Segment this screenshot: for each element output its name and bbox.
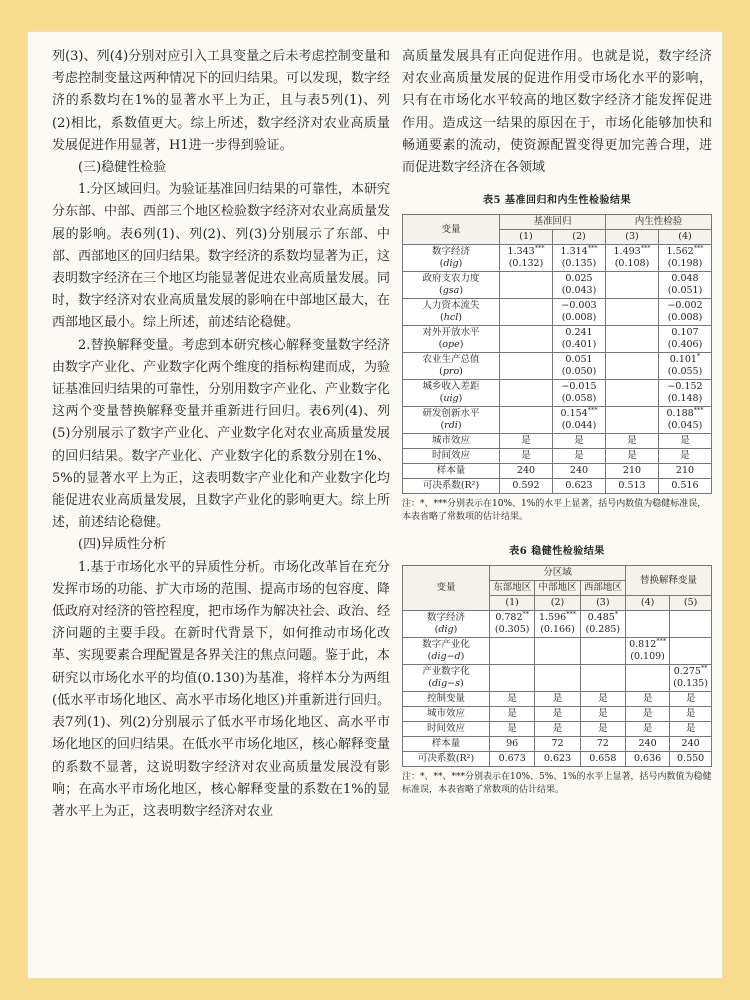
region-header: 西部地区	[580, 581, 625, 596]
table-row	[403, 638, 712, 665]
table-cell: 是	[606, 449, 659, 464]
table-cell: 240	[670, 737, 712, 752]
table6-header-group2: 替换解释变量	[625, 566, 711, 596]
coef-cell	[606, 245, 659, 272]
coef-cell	[553, 245, 606, 272]
coef-value: 0.275	[673, 666, 701, 678]
coef-cell	[625, 638, 669, 665]
table5-caption: 表5 基准回归和内生性检验结果	[483, 195, 631, 207]
table-row	[403, 326, 712, 353]
coef-cell	[535, 638, 580, 665]
coef-cell	[659, 407, 712, 434]
coef-cell	[500, 299, 553, 326]
significance-stars: ***	[566, 610, 576, 619]
column-number: (4)	[659, 230, 712, 245]
significance-stars: ***	[587, 244, 598, 253]
section-heading: (四)异质性分析	[78, 537, 167, 553]
region-header: 中部地区	[535, 581, 580, 596]
variable-label: 控制变量	[403, 692, 490, 707]
significance-stars: **	[522, 610, 530, 619]
significance-stars: ***	[656, 637, 667, 646]
variable-label: 农业生产总值 (pro)	[403, 353, 500, 380]
table-cell: 0.592	[500, 479, 553, 494]
standard-error: (0.401)	[561, 339, 597, 351]
table-cell: 是	[535, 707, 580, 722]
variable-label: 城市效应	[403, 707, 490, 722]
coef-cell	[670, 611, 712, 638]
significance-stars: ***	[587, 406, 598, 415]
variable-symbol: dig−s	[431, 678, 461, 690]
coef-cell	[580, 638, 625, 665]
variable-label: 可决系数(R²)	[403, 479, 500, 494]
coef-value: 0.241	[565, 327, 593, 339]
table-cell: 0.623	[535, 752, 580, 767]
variable-name: 数字经济	[431, 246, 470, 258]
table-cell: 是	[606, 434, 659, 449]
coef-cell	[670, 665, 712, 692]
variable-name: 研发创新水平	[422, 408, 480, 420]
coef-cell	[500, 245, 553, 272]
variable-name: 数字产业化	[422, 639, 470, 651]
significance-stars: *	[696, 352, 701, 361]
table-row	[403, 707, 712, 722]
table-cell: 0.516	[659, 479, 712, 494]
coef-value: 1.314	[560, 246, 588, 258]
coef-cell	[553, 272, 606, 299]
variable-label: 可决系数(R²)	[403, 752, 490, 767]
standard-error: (0.148)	[667, 393, 703, 405]
table-cell: 240	[500, 464, 553, 479]
coef-cell	[606, 353, 659, 380]
coef-cell	[553, 326, 606, 353]
coef-cell	[606, 407, 659, 434]
coef-cell	[553, 407, 606, 434]
coef-cell	[535, 611, 580, 638]
coef-cell	[606, 299, 659, 326]
table5-regression	[402, 214, 712, 494]
table6-header-group1: 分区域	[490, 566, 626, 581]
standard-error: (0.132)	[508, 258, 544, 270]
coef-value: 1.596	[539, 612, 567, 624]
variable-symbol: uig	[443, 393, 459, 405]
table-row	[403, 665, 712, 692]
coef-value: −0.152	[667, 381, 703, 393]
variable-symbol: dig−d	[431, 651, 461, 663]
column-number: (1)	[490, 596, 535, 611]
coef-cell	[500, 353, 553, 380]
standard-error: (0.051)	[667, 285, 703, 297]
table-row	[403, 752, 712, 767]
coef-value: 0.782	[495, 612, 523, 624]
variable-symbol: ope	[442, 339, 460, 351]
coef-cell	[606, 326, 659, 353]
coef-cell	[659, 272, 712, 299]
table-row	[403, 611, 712, 638]
variable-label: 数字经济 (dig)	[403, 611, 490, 638]
table6-caption: 表6 稳健性检验结果	[509, 546, 605, 558]
table-row	[403, 479, 712, 494]
table6-note: 注：*、**、***分别表示在10%、5%、1%的水平上显著，括号内数值为稳健标准误，本表省略了常数项的估计结果。	[402, 772, 712, 796]
table-cell: 是	[553, 449, 606, 464]
table-cell: 是	[580, 722, 625, 737]
table-cell: 是	[490, 722, 535, 737]
table-cell: 72	[580, 737, 625, 752]
coef-value: 1.493	[613, 246, 641, 258]
standard-error: (0.198)	[667, 258, 703, 270]
coef-cell	[553, 380, 606, 407]
table-cell: 0.550	[670, 752, 712, 767]
right-column	[402, 46, 712, 797]
significance-stars: ***	[640, 244, 651, 253]
body-paragraph: 2.替换解释变量。考虑到本研究核心解释变量数字经济由数字产业化、产业数字化两个维度的指标构建而成，为验证基准回归结果的可靠性，分别用数字产业化、产业数字化这两个变量替换解释变量并重新进行回归。表6列(4)、列(5)分别展示了数字产业化、产业数字化对农业高质量发展的回归结果。数字产业化、产业数字化的系数分别在1%、5%的显著水平上为正，这表明数字产业化和产业数字化均能促进农业高质量发展，且数字产业化的影响更大。综上所述，前述结论稳健。	[52, 337, 391, 531]
table-cell: 是	[535, 722, 580, 737]
table-row	[403, 299, 712, 326]
variable-name: 政府支农力度	[422, 273, 480, 285]
body-paragraph: 1.基于市场化水平的异质性分析。市场化改革旨在充分发挥市场的功能、扩大市场的范围、提高市场的包容度、降低政府对经济的管控程度，把市场作为解决社会、政治、经济问题的主要手段。在新时代背景下，如何推动市场化改革、实现要素合理配置是各界关注的焦点问题。鉴于此，本研究以市场化水平的均值(0.130)为基准，将样本分为两组(低水平市场化地区、高水平市场化地区)并重新进行回归。表7列(1)、列(2)分别展示了低水平市场化地区、高水平市场化地区的回归结果。在低水平市场化地区，核心解释变量的系数不显著，这说明数字经济对农业高质量发展没有影响；在高水平市场化地区，核心解释变量的系数在1%的显著水平上为正，这表明数字经济对农业	[52, 559, 391, 819]
coef-cell	[500, 380, 553, 407]
table-cell: 240	[553, 464, 606, 479]
table-cell: 0.673	[490, 752, 535, 767]
table-row	[403, 737, 712, 752]
table-cell: 是	[553, 434, 606, 449]
table-cell: 是	[670, 722, 712, 737]
table-cell: 是	[670, 692, 712, 707]
standard-error: (0.166)	[540, 624, 575, 636]
coef-cell	[553, 353, 606, 380]
region-header: 东部地区	[490, 581, 535, 596]
coef-cell	[500, 407, 553, 434]
table6-robustness	[402, 565, 712, 767]
coef-cell	[659, 380, 712, 407]
table-row	[403, 245, 712, 272]
variable-symbol: gsa	[442, 285, 460, 297]
standard-error: (0.135)	[673, 678, 708, 690]
standard-error: (0.058)	[561, 393, 597, 405]
table-cell: 0.636	[625, 752, 669, 767]
left-column	[52, 46, 390, 823]
coef-cell	[580, 665, 625, 692]
coef-cell	[659, 326, 712, 353]
coef-cell	[553, 299, 606, 326]
table-cell: 210	[606, 464, 659, 479]
table-cell: 是	[659, 449, 712, 464]
standard-error: (0.285)	[585, 624, 621, 636]
variable-label: 数字产业化 (dig−d)	[403, 638, 490, 665]
column-number: (3)	[580, 596, 625, 611]
table-cell: 是	[535, 692, 580, 707]
coef-value: 0.154	[560, 408, 588, 420]
table6-header-variable: 变量	[403, 566, 490, 611]
coef-value: 0.812	[629, 639, 657, 651]
coef-cell	[659, 353, 712, 380]
section-heading: (三)稳健性检验	[78, 160, 167, 176]
column-number: (3)	[606, 230, 659, 245]
table-row	[403, 692, 712, 707]
coef-value: 0.025	[565, 273, 593, 285]
column-number: (4)	[625, 596, 669, 611]
variable-label: 城市效应	[403, 434, 500, 449]
standard-error: (0.008)	[561, 312, 597, 324]
table5-header-variable: 变量	[403, 215, 500, 245]
variable-label: 对外开放水平 (ope)	[403, 326, 500, 353]
significance-stars: ***	[693, 406, 704, 415]
variable-symbol: pro	[442, 366, 460, 378]
standard-error: (0.109)	[630, 651, 665, 663]
table-row	[403, 272, 712, 299]
body-paragraph: 列(3)、列(4)分别对应引入工具变量之后未考虑控制变量和考虑控制变量这两种情况下的回归结果。可以发现，数字经济的系数均在1%的显著水平上为正，且与表5列(1)、列(2)相比，系数值更大。综上所述，数字经济对农业高质量发展促进作用显著，H1进一步得到验证。	[52, 49, 391, 153]
variable-name: 数字经济	[426, 612, 465, 624]
table5-header-group2: 内生性检验	[606, 215, 712, 230]
table-cell: 240	[625, 737, 669, 752]
table-cell: 96	[490, 737, 535, 752]
variable-label: 数字经济 (dig)	[403, 245, 500, 272]
significance-stars: ***	[693, 244, 704, 253]
coef-value: 0.485	[587, 612, 615, 624]
table-cell: 是	[625, 722, 669, 737]
table-row	[403, 449, 712, 464]
significance-stars: **	[700, 664, 708, 673]
table-cell: 0.623	[553, 479, 606, 494]
standard-error: (0.045)	[667, 420, 703, 432]
journal-page	[28, 32, 722, 978]
coef-cell	[606, 272, 659, 299]
table-cell: 0.658	[580, 752, 625, 767]
table-cell: 是	[490, 692, 535, 707]
column-number: (2)	[535, 596, 580, 611]
coef-cell	[670, 638, 712, 665]
table-cell: 是	[500, 449, 553, 464]
significance-stars: ***	[534, 244, 545, 253]
standard-error: (0.008)	[667, 312, 703, 324]
coef-value: 0.188	[666, 408, 694, 420]
table-cell: 是	[500, 434, 553, 449]
variable-label: 城乡收入差距 (uig)	[403, 380, 500, 407]
variable-label: 时间效应	[403, 722, 490, 737]
coef-cell	[490, 638, 535, 665]
column-number: (2)	[553, 230, 606, 245]
coef-value: 1.343	[507, 246, 535, 258]
table-cell: 210	[659, 464, 712, 479]
coef-value: 0.051	[565, 354, 593, 366]
variable-label: 时间效应	[403, 449, 500, 464]
significance-stars: *	[614, 610, 619, 619]
variable-label: 样本量	[403, 464, 500, 479]
variable-label: 产业数字化 (dig−s)	[403, 665, 490, 692]
coef-value: 1.562	[666, 246, 694, 258]
variable-symbol: rdi	[444, 420, 458, 432]
coef-cell	[606, 380, 659, 407]
table-row	[403, 353, 712, 380]
standard-error: (0.305)	[494, 624, 530, 636]
variable-label: 研发创新水平 (rdi)	[403, 407, 500, 434]
variable-name: 农业生产总值	[422, 354, 480, 366]
standard-error: (0.055)	[667, 366, 703, 378]
coef-cell	[625, 611, 669, 638]
coef-cell	[490, 665, 535, 692]
coef-value: −0.002	[667, 300, 703, 312]
coef-value: −0.003	[561, 300, 597, 312]
variable-name: 产业数字化	[422, 666, 470, 678]
column-number: (1)	[500, 230, 553, 245]
variable-label: 人力资本流失 (hcl)	[403, 299, 500, 326]
standard-error: (0.406)	[667, 339, 703, 351]
standard-error: (0.050)	[561, 366, 597, 378]
table-row	[403, 407, 712, 434]
standard-error: (0.135)	[561, 258, 597, 270]
coef-cell	[625, 665, 669, 692]
right-intro-paragraph: 高质量发展具有正向促进作用。也就是说，数字经济对农业高质量发展的促进作用受市场化水平的影响，只有在市场化水平较高的地区数字经济才能发挥促进作用。造成这一结果的原因在于，市场化能够加快和畅通要素的流动，使资源配置变得更加完善合理，进而促进数字经济在各领域	[402, 49, 712, 176]
table-cell: 是	[580, 707, 625, 722]
table-cell: 0.513	[606, 479, 659, 494]
coef-cell	[535, 665, 580, 692]
table-cell: 是	[670, 707, 712, 722]
variable-label: 样本量	[403, 737, 490, 752]
coef-cell	[659, 299, 712, 326]
variable-name: 对外开放水平	[422, 327, 480, 339]
table-row	[403, 722, 712, 737]
coef-value: 0.048	[671, 273, 699, 285]
table5-note: 注：*、***分别表示在10%、1%的水平上显著，括号内数值为稳健标准误，本表省略了常数项的估计结果。	[402, 499, 707, 523]
coef-value: −0.015	[561, 381, 597, 393]
coef-value: 0.107	[671, 327, 699, 339]
table-cell: 是	[625, 707, 669, 722]
coef-cell	[490, 611, 535, 638]
coef-cell	[580, 611, 625, 638]
column-number: (5)	[670, 596, 712, 611]
variable-symbol: hcl	[443, 312, 459, 324]
variable-symbol: dig	[443, 258, 459, 270]
coef-value: 0.101	[669, 354, 697, 366]
table-row	[403, 380, 712, 407]
standard-error: (0.108)	[614, 258, 650, 270]
variable-symbol: dig	[438, 624, 454, 636]
table-cell: 72	[535, 737, 580, 752]
coef-cell	[500, 326, 553, 353]
variable-name: 人力资本流失	[422, 300, 480, 312]
coef-cell	[659, 245, 712, 272]
table-row	[403, 464, 712, 479]
coef-cell	[500, 272, 553, 299]
variable-name: 城乡收入差距	[422, 381, 480, 393]
table-cell: 是	[580, 692, 625, 707]
standard-error: (0.043)	[561, 285, 597, 297]
table-cell: 是	[490, 707, 535, 722]
table-row	[403, 434, 712, 449]
table5-header-group1: 基准回归	[500, 215, 606, 230]
variable-label: 政府支农力度 (gsa)	[403, 272, 500, 299]
table-cell: 是	[659, 434, 712, 449]
standard-error: (0.044)	[561, 420, 597, 432]
table-cell: 是	[625, 692, 669, 707]
body-paragraph: 1.分区域回归。为验证基准回归结果的可靠性，本研究分东部、中部、西部三个地区检验数字经济对农业高质量发展的影响。表6列(1)、列(2)、列(3)分别展示了东部、中部、西部地区的回归结果。数字经济的系数均显著为正，这表明数字经济在三个地区均能显著促进农业高质量发展。同时，数字经济对农业高质量发展的影响在中部地区最大，在西部地区最小。综上所述，前述结论稳健。	[52, 182, 391, 331]
